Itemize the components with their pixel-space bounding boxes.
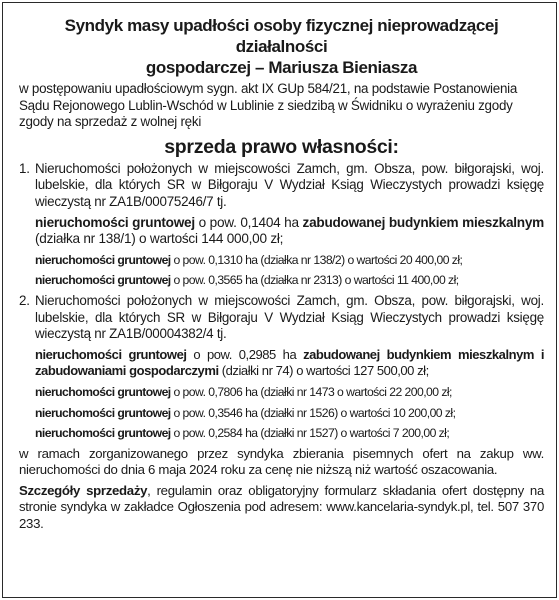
property-group-2 (19, 293, 544, 343)
plot-2-3 (35, 405, 544, 422)
plot-details: (działka nr 138/1) o wartości 144 000,00 zł; (35, 231, 284, 247)
plot-type: nieruchomości gruntowej (35, 405, 171, 420)
details-body: , regulamin oraz obligatoryjny formularz składania ofert dostępny na stronie syndyka w zakładce Ogłoszenia pod adresem: www.kancelaria-syndyk.pl, tel. 507 370 233. (19, 482, 544, 532)
title-line-2: gospodarczej – Mariusza Bieniasza (145, 58, 418, 77)
plot-type: nieruchomości gruntowej (35, 214, 195, 230)
notice-title (19, 15, 544, 78)
item-description: Nieruchomości położonych w miejscowości Zamch, gm. Obsza, pow. biłgorajski, woj. lubelskie, dla których SR w Biłgoraju V Wydział Ksiąg Wieczystych prowadzi księgę wieczystą nr ZA1B/00004382/4 tj. (35, 292, 544, 342)
plot-area: o pow. 0,2985 ha (186, 346, 304, 362)
plot-type: nieruchomości gruntowej (35, 346, 187, 362)
plot-2-2 (35, 384, 544, 401)
plot-type: nieruchomości gruntowej (35, 384, 171, 399)
property-group-1 (19, 161, 544, 211)
plot-type: nieruchomości gruntowej (35, 273, 171, 288)
plot-1-1 (35, 215, 544, 248)
plot-details: o pow. 0,1310 ha (działka nr 138/2) o wartości 20 400,00 zł; (170, 252, 463, 267)
item-number: 1. (19, 160, 30, 176)
title-line-1: Syndyk masy upadłości osoby fizycznej nieprowadzącej działalności (64, 16, 499, 56)
item-description: Nieruchomości położonych w miejscowości Zamch, gm. Obsza, pow. biłgorajski, woj. lubelskie, dla których SR w Biłgoraju V Wydział Ksiąg Wieczystych prowadzi księgę wieczystą nr ZA1B/00075246/7 tj. (35, 160, 544, 209)
intro-text: w postępowaniu upadłościowym sygn. akt IX GUp 584/21, na podstawie Postanowienia Sądu Rejonowego Lublin-Wschód w Lublinie z siedzibą w Świdniku o wyrażeniu zgody zgody na sprzedaż z wolnej ręki (19, 81, 518, 130)
plot-type: nieruchomości gruntowej (35, 426, 171, 441)
plot-building: zabudowanej budynkiem mieszkalnym i zabudowaniami gospodarczymi (35, 346, 544, 379)
plot-details: o pow. 0,7806 ha (działki nr 1473 o wartości 22 200,00 zł; (170, 384, 452, 399)
plot-2-4 (35, 425, 544, 442)
details-label: Szczegóły sprzedaży (19, 482, 148, 498)
plot-2-1 (35, 347, 544, 380)
plot-1-3 (35, 272, 544, 289)
plot-details: o pow. 0,3565 ha (działka nr 2313) o wartości 11 400,00 zł; (170, 273, 459, 288)
plot-1-2 (35, 252, 544, 269)
plot-building: zabudowanej budynkiem mieszkalnym (302, 214, 544, 230)
item-number: 2. (19, 292, 30, 308)
offers-text: w ramach zorganizowanego przez syndyka zbierania pisemnych ofert na zakup ww. nieruchomości do dnia 6 maja 2024 roku za cenę nie niższą niż wartość oszacowania. (19, 445, 544, 478)
plot-type: nieruchomości gruntowej (35, 252, 171, 267)
plot-details: (działki nr 74) o wartości 127 500,00 zł; (218, 363, 429, 379)
plot-details: o pow. 0,2584 ha (działki nr 1527) o wartości 7 200,00 zł; (170, 426, 450, 441)
sale-heading: sprzeda prawo własności: (164, 135, 399, 158)
details-text (19, 483, 544, 533)
plot-area: o pow. 0,1404 ha (194, 214, 303, 230)
plot-details: o pow. 0,3546 ha (działki nr 1526) o wartości 10 200,00 zł; (170, 405, 456, 420)
announcement-notice (2, 2, 557, 598)
